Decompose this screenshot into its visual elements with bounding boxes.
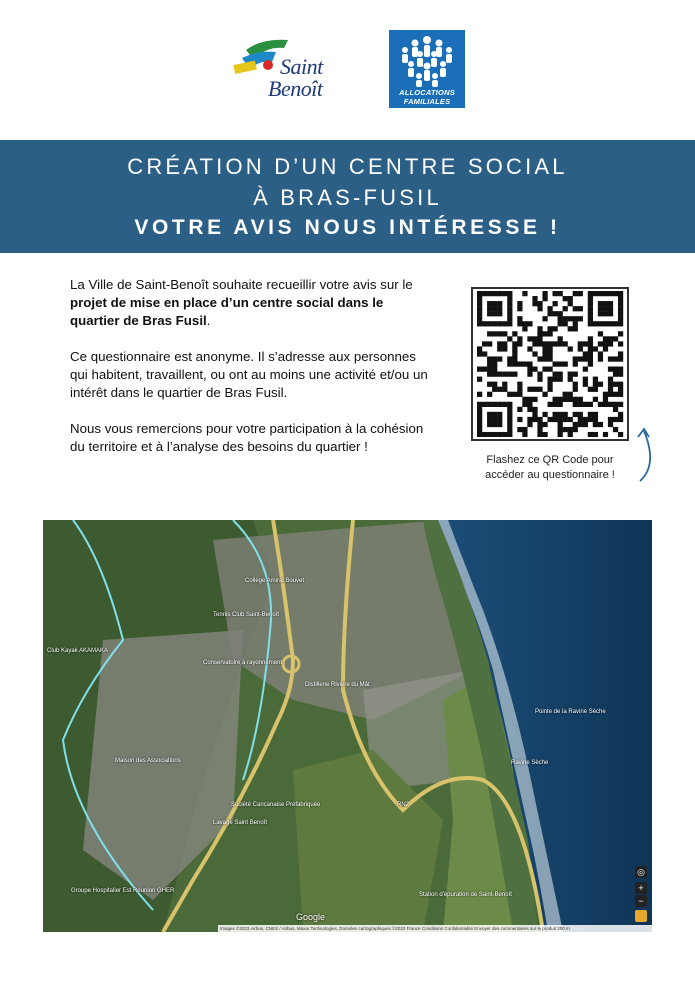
map-label: Ravine Sèche [511,760,549,766]
logo-bar [0,30,695,110]
caf-name-line1: ALLOCATIONS [399,88,455,97]
locate-button[interactable]: ◎ [635,866,647,878]
map-label: Lavage Saint Benoît [213,820,268,826]
intro-text [70,276,430,474]
intro-paragraph-2: Ce questionnaire est anonyme. Il s’adresse aux personnes qui habitent, travaillent, ou ont au moins une activité et/ou un intérêt dans le quartier de Bras Fusil. [70,349,428,400]
map-label: Distillerie Rivière du Mât [305,682,370,688]
map-label: Maison des Associations [115,758,181,764]
intro-paragraph-1 [70,276,430,330]
map-imagery [43,520,652,932]
qr-caption [466,453,634,483]
intro-p1-end: . [206,313,211,328]
map-credit-bar: Images ©2023 Airbus, CNES / Airbus, Maxar Technologies, Données cartographiques ©2022 France Conditions Confidentialité Envoyer des commentaires sur le produit 200 m [218,925,652,932]
title-banner [0,140,695,253]
intro-p1-bold: projet de mise en place d’un centre social dans le quartier de Bras Fusil [70,295,384,328]
map-label: Groupe Hospitalier Est Réunion GHER [71,888,175,894]
satellite-map[interactable] [43,520,652,932]
qr-code-icon [475,291,625,437]
map-label: Collège Amiral Bouvet [245,578,305,584]
map-label: Société Cancanaise Préfabriquée [231,802,321,808]
curved-arrow-icon [628,425,668,485]
banner-title-line2: À BRAS-FUSIL [253,185,442,210]
map-label: Conservatoire à rayonnement [203,660,283,666]
caf-people-icon [389,32,465,88]
zoom-in-button[interactable]: + [635,882,647,894]
map-label: Tennis Club Saint-Benoît [213,612,280,618]
qr-code[interactable] [471,287,629,441]
saint-benoit-name-line1: Saint [280,54,323,79]
map-label: RN2 [397,802,410,808]
qr-caption-line1: Flashez ce QR Code pour [486,454,614,466]
zoom-out-button[interactable]: − [635,895,647,907]
street-view-pegman-icon[interactable] [635,910,647,922]
google-watermark: Google [296,912,326,922]
map-label: Pointe de la Ravine Sèche [535,709,606,715]
saint-benoit-name-line2: Benoît [268,76,323,101]
saint-benoit-logo [232,36,342,102]
intro-p1-text: La Ville de Saint-Benoît souhaite recueillir votre avis sur le [70,277,413,292]
caf-name-line2: FAMILIALES [403,97,451,106]
caf-logo [389,30,465,108]
banner-tagline: VOTRE AVIS NOUS INTÉRESSE ! [134,216,561,239]
intro-paragraph-3: Nous vous remercions pour votre participation à la cohésion du territoire et à l’analyse des besoins du quartier ! [70,421,424,454]
qr-caption-line2: accéder au questionnaire ! [485,469,615,481]
map-label: Station d'épuration de Saint-Benoît [419,892,512,898]
banner-title-line1: CRÉATION D’UN CENTRE SOCIAL [127,154,568,179]
map-label: Club Kayak AKAMAKA [47,648,109,654]
